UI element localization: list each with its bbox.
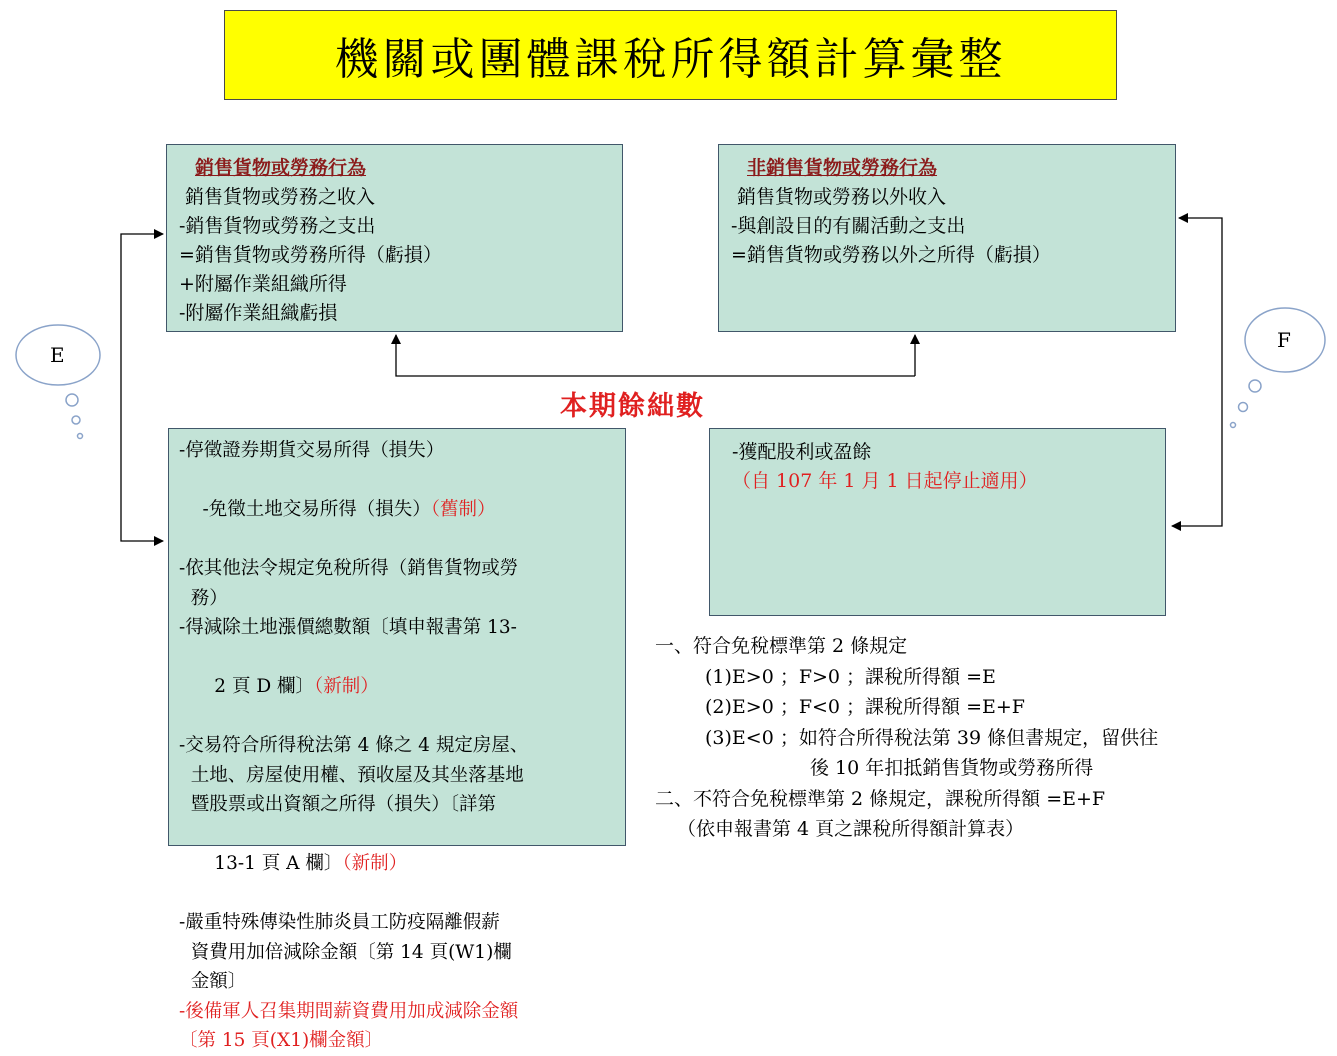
deduction-line [179,643,625,732]
nonsales-header: 非銷售貨物或勞務行為 [747,157,938,179]
deduction-line: -依其他法令規定免稅所得（銷售貨物或勞 [179,558,519,579]
dividend-box [709,428,1166,616]
sales-header: 銷售貨物或勞務行為 [195,157,367,179]
deduction-text: 2 頁 D 欄〕 [202,676,315,697]
deduction-line: 務） [179,587,228,609]
note-line: 二、不符合免稅標準第 2 條規定，課稅所得額 =E+F [655,787,1106,810]
old-system-tag: （舊制） [430,499,496,520]
rules-notes [655,631,1158,845]
note-line: 一、符合免稅標準第 2 條規定 [655,635,908,657]
deduction-line: -得減除土地漲價總數額〔填申報書第 13- [179,617,517,638]
deduction-line: -後備軍人召集期間薪資費用加成減除金額 [179,1000,519,1022]
current-period-surplus-label: 本期餘絀數 [560,391,705,422]
deduction-line: -交易符合所得稅法第 4 條之 4 規定房屋、 [179,735,529,756]
page-title: 機關或團體課稅所得額計算彙整 [334,34,1007,85]
note-line: （依申報書第 4 頁之課稅所得額計算表） [677,818,1025,840]
title-banner [224,10,1117,100]
deduction-line: 金額〕 [179,971,247,992]
nonsales-line: =銷售貨物或勞務以外之所得（虧損） [731,244,1051,266]
deductions-box [168,428,626,1051]
deduction-line [179,820,625,909]
dividend-note: （自 107 年 1 月 1 日起停止適用） [732,470,1038,492]
bracket-f-top [1179,218,1222,420]
note-line: 後 10 年扣抵銷售貨物或勞務所得 [810,757,1094,779]
dividend-line: -獲配股利或盈餘 [732,441,872,463]
note-line: (2)E>0 ；F<0 ；課稅所得額 =E+F [705,696,1025,718]
deduction-line: -嚴重特殊傳染性肺炎員工防疫隔離假薪 [179,912,500,933]
sales-line: -附屬作業組織虧損 [179,302,338,324]
bracket-f-bottom [1172,420,1222,526]
deduction-line: 土地、房屋使用權、預收屋及其坐落基地 [179,764,524,786]
deduction-text: -免徵土地交易所得（損失） [202,499,431,520]
new-system-tag: （新制） [314,676,379,697]
deduction-line: 暨股票或出資額之所得（損失）〔詳第 [179,794,497,815]
sales-activity-box [166,144,623,332]
cloud-e-label: E [50,343,65,367]
sales-line: +附屬作業組織所得 [179,273,347,295]
cloud-f [1231,308,1326,428]
connector-to-sales [396,335,915,376]
sales-line: 銷售貨物或勞務之收入 [179,186,376,208]
note-line: (3)E<0 ；如符合所得稅法第 39 條但書規定，留供往 [705,726,1159,749]
deduction-line: 資費用加倍減除金額〔第 14 頁(W1)欄 [179,941,512,963]
deduction-line: -停徵證券期貨交易所得（損失） [179,440,445,461]
cloud-f-label: F [1277,328,1291,352]
new-system-tag: （新制） [342,853,408,874]
nonsales-activity-box [718,144,1176,332]
bracket-e-bottom [121,430,163,541]
deduction-text: 13-1 頁 A 欄〕 [202,853,343,874]
note-line: (1)E>0 ；F>0 ；課稅所得額 =E [705,665,996,688]
deduction-line [179,466,625,555]
sales-line: =銷售貨物或勞務所得（虧損） [179,244,442,266]
bracket-e-top [121,234,163,430]
nonsales-line: 銷售貨物或勞務以外收入 [731,186,947,208]
sales-line: -銷售貨物或勞務之支出 [179,215,376,237]
nonsales-line: -與創設目的有關活動之支出 [731,215,966,237]
deduction-line: 〔第 15 頁(X1)欄金額〕 [179,1030,384,1051]
